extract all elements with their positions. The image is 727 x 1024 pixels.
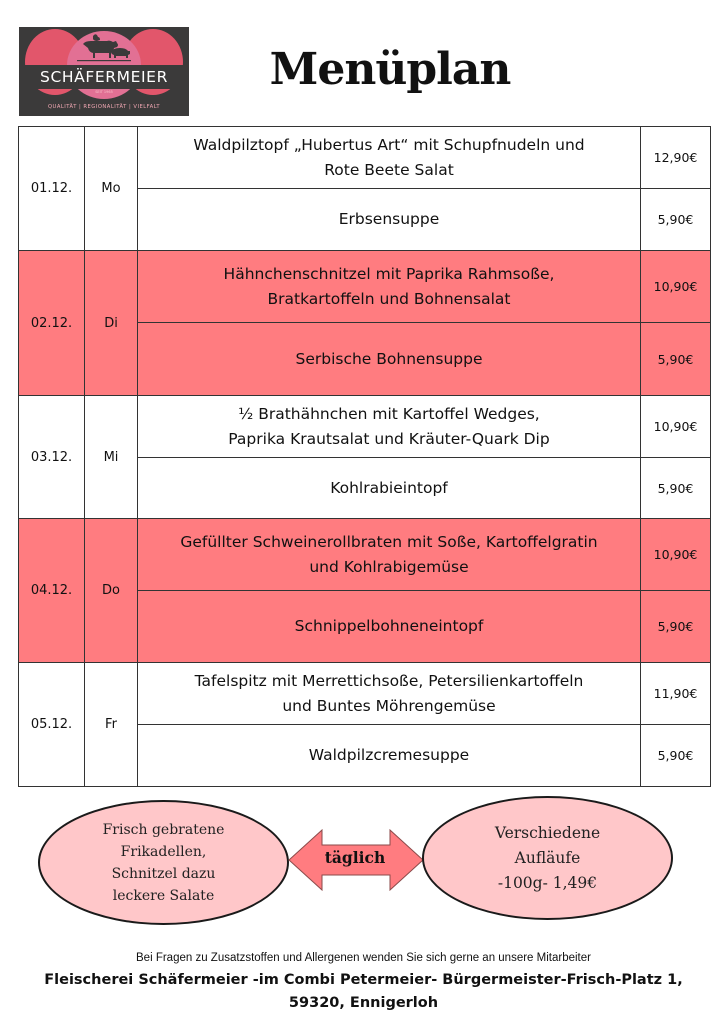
logo (19, 27, 189, 116)
page-title: Menüplan (269, 44, 511, 95)
main-dish-line: und Buntes Möhrengemüse (282, 696, 496, 715)
date-cell: 04.12. (19, 519, 85, 663)
soup-price-cell: 5,90€ (641, 189, 711, 251)
table-row (19, 663, 711, 725)
special-right-line: Verschiedene (494, 823, 601, 842)
table-row (19, 127, 711, 189)
main-dish-line: ½ Brathähnchen mit Kartoffel Wedges, (238, 404, 540, 423)
special-left-text (103, 819, 225, 907)
main-price-cell: 10,90€ (641, 396, 711, 458)
table-row (19, 519, 711, 591)
logo-name: SCHÄFERMEIER (40, 68, 168, 86)
table-row (19, 251, 711, 323)
soup-cell: Erbsensuppe (138, 189, 641, 251)
address (0, 969, 727, 1015)
menu-table (18, 126, 711, 787)
day-cell: Do (85, 519, 138, 663)
special-ellipse-left (38, 800, 289, 925)
main-dish-line: Tafelspitz mit Merrettichsoße, Petersilienkartoffeln (194, 671, 584, 690)
main-dish-line: Gefüllter Schweinerollbraten mit Soße, Kartoffelgratin (180, 532, 598, 551)
arrow-label: täglich (324, 848, 386, 867)
soup-cell: Waldpilzcremesuppe (138, 725, 641, 787)
address-line: 59320, Ennigerloh (288, 995, 439, 1011)
main-price-cell: 12,90€ (641, 127, 711, 189)
special-left-line: Frikadellen, (120, 843, 207, 860)
main-price-cell: 10,90€ (641, 519, 711, 591)
special-ellipse-right (422, 796, 673, 920)
main-price-cell: 10,90€ (641, 251, 711, 323)
main-dish-cell (138, 127, 641, 189)
main-dish-line: und Kohlrabigemüse (309, 557, 469, 576)
main-dish-line: Hähnchenschnitzel mit Paprika Rahmsoße, (223, 264, 555, 283)
main-dish-cell (138, 251, 641, 323)
main-dish-line: Bratkartoffeln und Bohnensalat (267, 289, 511, 308)
special-right-line: Aufläufe (514, 848, 581, 867)
soup-price-cell: 5,90€ (641, 323, 711, 396)
main-dish-line: Rote Beete Salat (324, 160, 454, 179)
special-right-line: -100g- 1,49€ (497, 873, 598, 892)
soup-price-cell: 5,90€ (641, 591, 711, 663)
table-row (19, 396, 711, 458)
main-dish-cell (138, 396, 641, 458)
special-left-line: leckere Salate (112, 887, 215, 904)
date-cell: 03.12. (19, 396, 85, 519)
main-dish-cell (138, 663, 641, 725)
soup-price-cell: 5,90€ (641, 725, 711, 787)
main-price-cell: 11,90€ (641, 663, 711, 725)
address-line: Fleischerei Schäfermeier -im Combi Petermeier- Bürgermeister-Frisch-Platz 1, (44, 972, 683, 988)
soup-cell: Schnippelbohneneintopf (138, 591, 641, 663)
day-cell: Di (85, 251, 138, 396)
special-right-text (495, 821, 600, 896)
logo-since: SEIT 1965 (95, 90, 113, 94)
day-cell: Mi (85, 396, 138, 519)
soup-cell: Kohlrabieintopf (138, 458, 641, 519)
day-cell: Fr (85, 663, 138, 787)
day-cell: Mo (85, 127, 138, 251)
special-left-line: Frisch gebratene (102, 821, 225, 838)
date-cell: 02.12. (19, 251, 85, 396)
special-left-line: Schnitzel dazu (111, 865, 216, 882)
main-dish-cell (138, 519, 641, 591)
logo-tagline: QUALITÄT | REGIONALITÄT | VIELFALT (47, 104, 161, 110)
soup-cell: Serbische Bohnensuppe (138, 323, 641, 396)
main-dish-line: Paprika Krautsalat und Kräuter-Quark Dip (228, 429, 550, 448)
allergen-note: Bei Fragen zu Zusatzstoffen und Allergenen wenden Sie sich gerne an unsere Mitarbeiter (136, 952, 591, 964)
date-cell: 05.12. (19, 663, 85, 787)
soup-price-cell: 5,90€ (641, 458, 711, 519)
main-dish-line: Waldpilztopf „Hubertus Art“ mit Schupfnudeln und (193, 135, 585, 154)
farm-animals-icon (77, 32, 131, 64)
date-cell: 01.12. (19, 127, 85, 251)
